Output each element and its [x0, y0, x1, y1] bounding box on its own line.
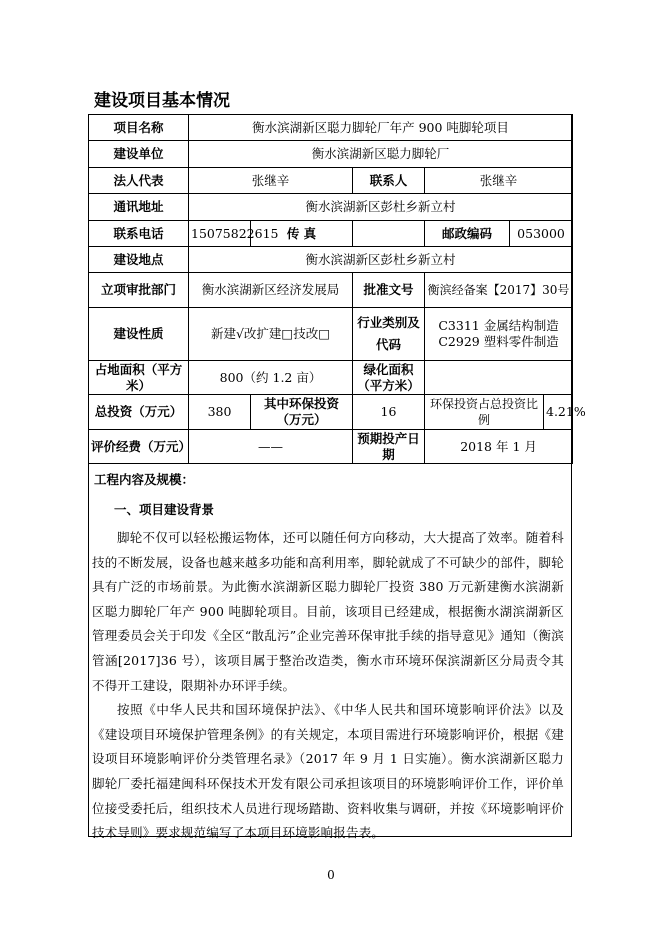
- section-subheading: 一、项目建设背景: [114, 502, 215, 517]
- area-value: 800（约 1.2 亩）: [189, 361, 353, 395]
- row-builder: [89, 141, 573, 168]
- page-number: 0: [327, 868, 335, 882]
- legal-rep-value: 张继辛: [189, 168, 353, 194]
- ratio-value: 4.21%: [544, 395, 573, 430]
- background-paragraph-2: 按照《中华人民共和国环境保护法》、《中华人民共和国环境影响评价法》以及《建设项目环境保护管理条例》的有关规定，本项目需进行环境影响评价，根据《建设项目环境影响评价分类管理名录》（2017 年 9 月 1 日实施）。衡水滨湖新区聪力脚轮厂委托福建闽科环保技术开发有限公司承担该项目的环境影响评价工作，评价单位接受委托后，组织技术人员进行现场踏勘、资料收集与调研，并按《环境影响评价技术导则》要求规范编写了本项目环境影响报告表。: [92, 702, 564, 841]
- project-name-value: 衡水滨湖新区聪力脚轮厂年产 900 吨脚轮项目: [189, 115, 573, 141]
- green-area-label: 绿化面积（平方米）: [353, 361, 425, 395]
- basic-info-table: [88, 114, 586, 464]
- builder-label: 建设单位: [89, 141, 189, 168]
- phone-label: 联系电话: [89, 221, 189, 247]
- phone-value: 15075822615: [189, 221, 251, 247]
- row-investment: [89, 395, 573, 430]
- industry-code-1: C3311 金属结构制造: [438, 318, 559, 333]
- green-area-value: [425, 361, 573, 395]
- doc-number-value: 衡滨经备案【2017】30号: [425, 273, 573, 308]
- contact-label: 联系人: [353, 168, 425, 194]
- legal-rep-label: 法人代表: [89, 168, 189, 194]
- doc-number-label: 批准文号: [353, 273, 425, 308]
- industry-label: 行业类别及代码: [353, 308, 425, 361]
- page-title: 建设项目基本情况: [94, 91, 230, 111]
- builder-value: 衡水滨湖新区聪力脚轮厂: [189, 141, 573, 168]
- env-investment-label: 其中环保投资（万元）: [251, 395, 353, 430]
- row-cost: [89, 430, 573, 464]
- background-paragraph-1: 脚轮不仅可以轻松搬运物体，还可以随任何方向移动，大大提高了效率。随着科技的不断发展，设备也越来越多功能和高利用率，脚轮就成了不可缺少的部件，脚轮具有广泛的市场前景。为此衡水滨湖新区聪力脚轮厂投资 380 万元新建衡水滨湖新区聪力脚轮厂年产 900 吨脚轮项目。目前，该项目已经建成，根据衡水湖滨湖新区管理委员会关于印发《全区“散乱污”企业完善环保审批手续的指导意见》通知（衡滨管涵[2017]36 号），该项目属于整治改造类，衡水市环境环保滨湖新区分局责令其不得开工建设，限期补办环评手续。: [92, 530, 564, 693]
- cost-value: ——: [189, 430, 353, 464]
- address-label: 通讯地址: [89, 194, 189, 221]
- fax-value: [353, 221, 425, 247]
- area-label: 占地面积（平方米）: [89, 361, 189, 395]
- project-name-label: 项目名称: [89, 115, 189, 141]
- row-legal-rep: [89, 168, 573, 194]
- total-investment-value: 380: [189, 395, 251, 430]
- production-date-label: 预期投产日期: [353, 430, 425, 464]
- nature-value: 新建√改扩建□技改□: [189, 308, 353, 361]
- nature-label: 建设性质: [89, 308, 189, 361]
- postal-label: 邮政编码: [425, 221, 510, 247]
- ratio-label: 环保投资占总投资比例: [425, 395, 544, 430]
- industry-value: [425, 308, 573, 361]
- row-approval: [89, 273, 573, 308]
- approval-label: 立项审批部门: [89, 273, 189, 308]
- row-phone: [89, 221, 573, 247]
- row-address: [89, 194, 573, 221]
- project-content-section: [92, 470, 564, 846]
- row-project-name: [89, 115, 573, 141]
- production-date-value: 2018 年 1 月: [425, 430, 573, 464]
- fax-label: 传 真: [251, 221, 353, 247]
- cost-label: 评价经费（万元）: [89, 430, 189, 464]
- row-area: [89, 361, 573, 395]
- env-investment-value: 16: [353, 395, 425, 430]
- total-investment-label: 总投资（万元）: [89, 395, 189, 430]
- approval-value: 衡水滨湖新区经济发展局: [189, 273, 353, 308]
- row-site: [89, 247, 573, 273]
- site-label: 建设地点: [89, 247, 189, 273]
- section-heading: 工程内容及规模：: [94, 472, 195, 487]
- row-nature: [89, 308, 573, 361]
- address-value: 衡水滨湖新区彭杜乡新立村: [189, 194, 573, 221]
- contact-value: 张继辛: [425, 168, 573, 194]
- industry-code-2: C2929 塑料零件制造: [438, 334, 559, 349]
- site-value: 衡水滨湖新区彭杜乡新立村: [189, 247, 573, 273]
- postal-value: 053000: [510, 221, 573, 247]
